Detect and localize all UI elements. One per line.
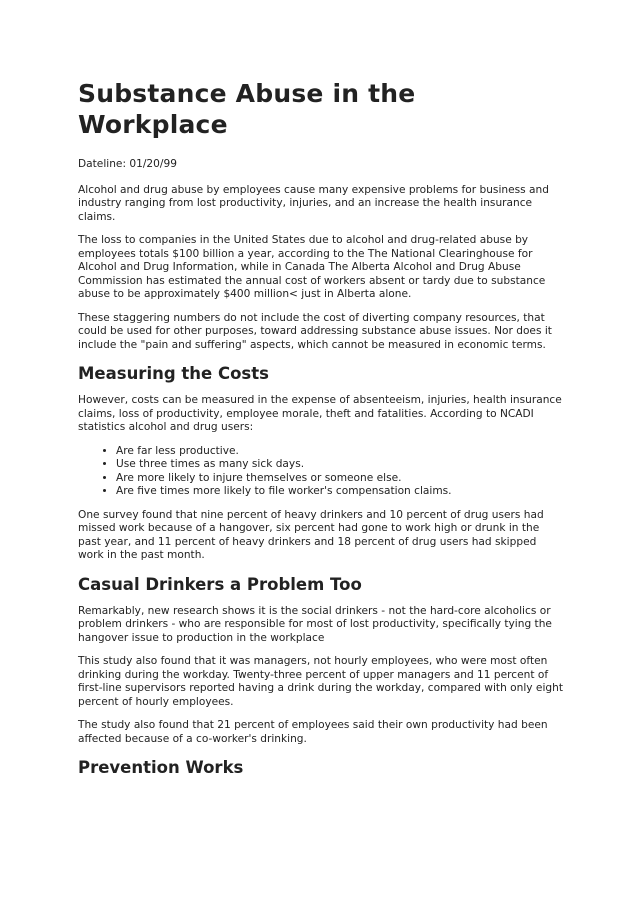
list-item: • Use three times as many sick days. [116, 458, 564, 472]
intro-paragraph-3: These staggering numbers do not include the cost of diverting company resources, that could be used for other purposes, toward addressing substance abuse issues. Nor does it include the "pain and suffering" aspects, which cannot be measured in economic terms. [78, 311, 552, 351]
list-item: • Are more likely to injure themselves or someone else. [116, 472, 564, 486]
measuring-costs-paragraph: However, costs can be measured in the expense of absenteeism, injuries, health insurance claims, loss of productivity, employee morale, theft and fatalities. According to NCADI statistics alcohol and drug users: [78, 394, 562, 433]
dateline: Dateline: 01/20/99 [78, 158, 177, 170]
casual-drinkers-paragraph-1: Remarkably, new research shows it is the social drinkers - not the hard-core alcoholics or problem drinkers - who are responsible for most of lost productivity, specifically tying the hangover issue to production in the workplace [78, 604, 552, 644]
page-title: Substance Abuse in the Workplace [78, 79, 416, 139]
casual-drinkers-paragraph-2: This study also found that it was managers, not hourly employees, who were most often drinking during the workday. Twenty-three percent of upper managers and 11 percent of first-line supervisors reported having a drink during the workday, compared with only eight percent of hourly employees. [78, 655, 563, 708]
casual-drinkers-paragraph-3: The study also found that 21 percent of employees said their own productivity had been affected because of a co-worker's drinking. [78, 719, 548, 745]
section-heading-prevention-works: Prevention Works [78, 758, 244, 777]
section-heading-casual-drinkers: Casual Drinkers a Problem Too [78, 574, 362, 594]
survey-paragraph: One survey found that nine percent of heavy drinkers and 10 percent of drug users had missed work because of a hangover, six percent had gone to work high or drunk in the past year, and 11 percent of heavy drinkers and 18 percent of drug users had skipped work in the past month. [78, 508, 544, 561]
list-item: • Are five times more likely to file worker's compensation claims. [116, 485, 564, 499]
intro-paragraph-2: The loss to companies in the United States due to alcohol and drug-related abuse by employees totals $100 billion a year, according to the The National Clearinghouse for Alcohol and Drug Information, while in Canada The Alberta Alcohol and Drug Abuse Commission has estimated the annual cost of workers absent or tardy due to substance abuse to be approximately $400 million< just in Alberta alone. [78, 234, 546, 300]
intro-paragraph-1: Alcohol and drug abuse by employees cause many expensive problems for business and industry ranging from lost productivity, injuries, and an increase the health insurance claims. [78, 183, 549, 223]
section-heading-measuring-costs: Measuring the Costs [78, 364, 269, 383]
user-stats-list [78, 445, 564, 499]
list-item: • Are far less productive. [116, 445, 564, 459]
article [78, 78, 564, 788]
